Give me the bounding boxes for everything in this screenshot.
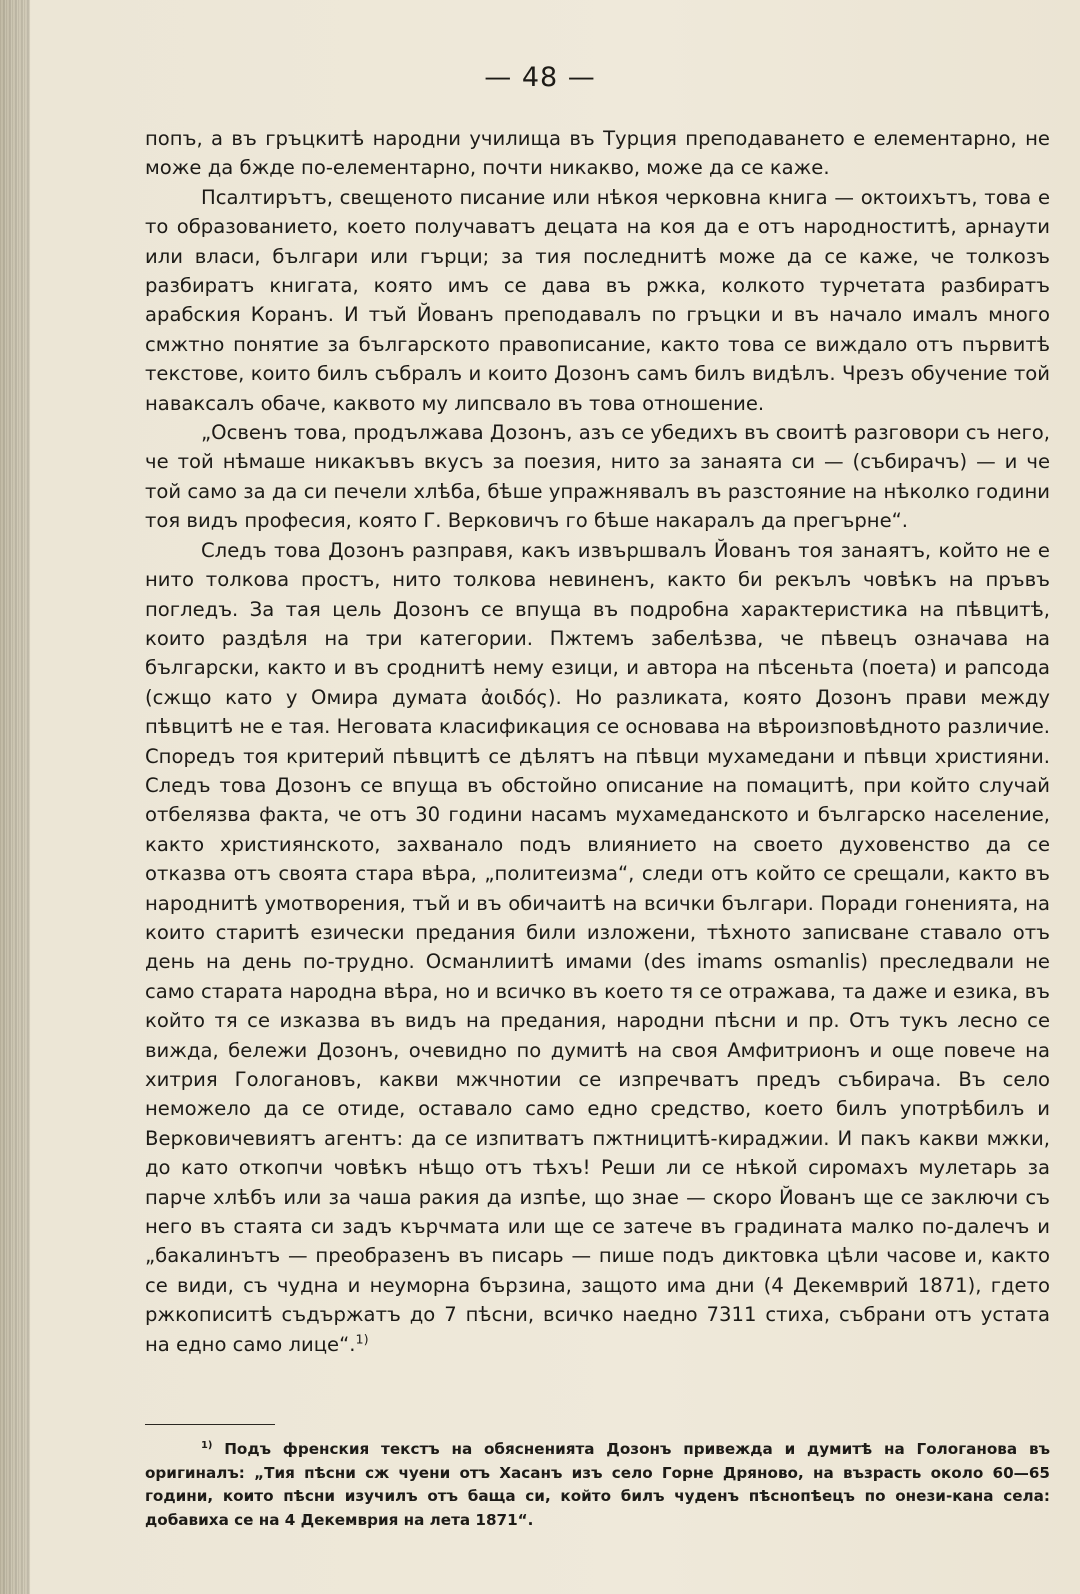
- paragraph-with-footnote-ref: [145, 536, 1050, 1359]
- paragraph: „Освенъ това, продължава Дозонъ, азъ се убедихъ въ своитѣ разговори съ него, че той нѣмаше никакъвъ вкусъ за поезия, нито за занаята си — (събирачъ) — и че той само за да си печели хлѣба, бѣше упражнявалъ въ разстояние на нѣколко години тоя видъ професия, която Г. Верковичъ го бѣше накаралъ да прегърне“.: [145, 421, 1050, 533]
- body-text: [145, 124, 1050, 1359]
- footnote-divider: [145, 1424, 275, 1425]
- page-number: — 48 —: [484, 62, 596, 93]
- footnote: [145, 1438, 1050, 1532]
- paragraph: Псалтирътъ, свещеното писание или нѣкоя черковна книга — октоихътъ, това е то образованието, което получаватъ децата на коя да е отъ народноститѣ, арнаути или власи, българи или гърци; за тия последнитѣ може да се каже, че толкозъ разбиратъ книгата, която имъ се дава въ ржка, колкото турчетата разбиратъ арабския Коранъ. И тъй Йованъ преподавалъ по гръцки и въ начало ималъ много смжтно понятие за българското правописание, както това се виждало отъ първитѣ текстове, които билъ събралъ и които Дозонъ самъ билъ видѣлъ. Чрезъ обучение той наваксалъ обаче, каквото му липсвало въ това отношение.: [145, 185, 1050, 415]
- book-spine-shadow: [0, 0, 30, 1594]
- footnote-marker: 1): [201, 1439, 213, 1451]
- footnote-text: Подъ френския текстъ на обясненията Дозонъ привежда и думитѣ на Гологанова въ оригиналъ: „Тия пѣсни сж чуени отъ Хасанъ изъ село Горне Дряново, на възрасть около 60—65 години, които пѣсни изучилъ отъ баща си, който билъ чуденъ пѣснопѣецъ по онези-кана села: добавиха се на 4 Декемврия на лета 1871“.: [145, 1440, 1050, 1529]
- paragraph-text: Следъ това Дозонъ разправя, какъ извършвалъ Йованъ тоя занаятъ, който не е нито толкова простъ, нито толкова невиненъ, както би рекълъ човѣкъ на пръвъ погледъ. За тая цель Дозонъ се впуща въ подробна характеристика на пѣвцитѣ, които раздѣля на три категории. Пжтемъ забелѣзва, че пѣвецъ означава на български, както и въ сроднитѣ нему езици, и автора на пѣсеньта (поета) и рапсода (сжщо като у Омира думата ἀοιδός). Но разликата, която Дозонъ прави между пѣвцитѣ не е тая. Неговата класификация се основава на вѣроизповѣдното различие. Споредъ тоя критерий пѣвцитѣ се дѣлятъ на пѣвци мухамедани и пѣвци християни. Следъ това Дозонъ се впуща въ обстойно описание на помацитѣ, при който случай отбелязва факта, че отъ 30 години насамъ мухамеданското и българско население, както християнското, захванало подъ влиянието на своето духовенство да се отказва отъ своята стара вѣра, „политеизма“, следи отъ който се срещали, както въ народнитѣ умотворения, тъй и въ обичаитѣ на всички българи. Поради гоненията, на които старитѣ езически предания били изложени, тѣхното записване ставало отъ день на день по-трудно. Османлиитѣ имами (des imams osmanlis) преследвали не само старата народна вѣра, но и всичко въ което тя се отражава, та даже и езика, въ който тя се изказва въ видъ на предания, народни пѣсни и пр. Отъ тукъ лесно се вижда, бележи Дозонъ, очевидно по думитѣ на своя Амфитрионъ и още повече на хитрия Гологановъ, какви мжчнотии се изпречватъ предъ събирача. Въ село неможело да се отиде, оставало само едно средство, което билъ употрѣбилъ и Верковичевиятъ агентъ: да се изпитватъ пжтницитѣ-кираджии. И пакъ какви мжки, до като откопчи човѣкъ нѣщо отъ тѣхъ! Реши ли се нѣкой сиромахъ мулетарь за парче хлѣбъ или за чаша ракия да изпѣе, що знае — скоро Йованъ ще се заключи съ него въ стаята си задъ кърчмата или ще се затече въ градината малко по-далечъ и „бакалинътъ — преобразенъ въ писарь — пише подъ диктовка цѣли часове и, както се види, съ чудна и неуморна бързина, защото има дни (4 Декемврий 1871), гдето ржкописитѣ съдържатъ до 7 пѣсни, всичко наедно 7311 стиха, събрани отъ устата на едно само лице“.: [145, 538, 1050, 1356]
- footnote-text-block: [145, 1438, 1050, 1532]
- paragraph-continued: попъ, а въ гръцкитѣ народни училища въ Турция преподаването е елементарно, не може да бжде по-елементарно, почти никакво, може да се каже.: [145, 127, 1050, 180]
- footnote-reference: 1): [355, 1332, 369, 1348]
